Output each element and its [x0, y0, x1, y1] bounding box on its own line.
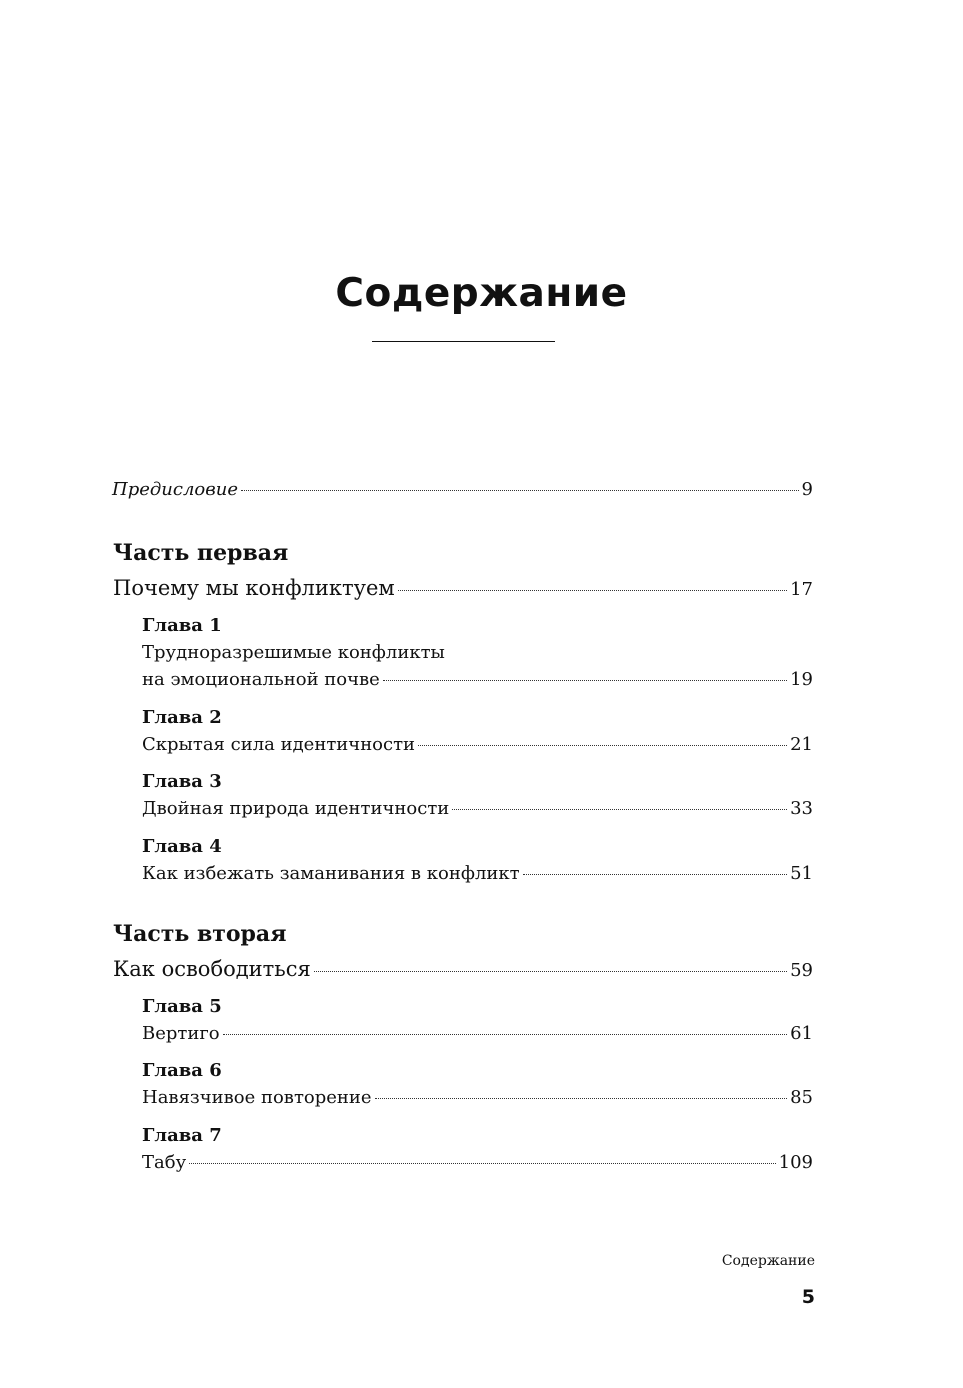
part-heading: Часть первая — [113, 540, 289, 566]
toc-entry-label: Навязчивое повторение — [142, 1087, 372, 1108]
toc-page-number: 109 — [778, 1152, 813, 1173]
chapter-label: Глава 2 — [142, 707, 222, 728]
toc-entry-chapter-3[interactable] — [142, 797, 813, 821]
toc-page-number: 33 — [790, 798, 813, 819]
toc-entry-label: Предисловие — [112, 479, 238, 500]
toc-entry-label: Почему мы конфликтуем — [113, 576, 395, 600]
dot-leader — [383, 680, 787, 681]
chapter-label: Глава 1 — [142, 615, 222, 636]
dot-leader — [523, 874, 788, 875]
dot-leader — [452, 809, 787, 810]
part-heading: Часть вторая — [113, 921, 287, 947]
toc-entry-label: Скрытая сила идентичности — [142, 734, 416, 755]
toc-page-number: 21 — [790, 734, 813, 755]
toc-entry-chapter-6[interactable] — [142, 1086, 813, 1110]
dot-leader — [241, 490, 799, 491]
toc-entry-label: Как освободиться — [113, 957, 311, 981]
toc-page-number: 17 — [790, 579, 813, 600]
chapter-label: Глава 6 — [142, 1060, 222, 1081]
dot-leader — [418, 745, 787, 746]
toc-page-number: 19 — [790, 669, 813, 690]
toc-entry-chapter-1[interactable] — [142, 668, 813, 692]
toc-page-number: 9 — [801, 479, 813, 500]
chapter-label: Глава 7 — [142, 1125, 222, 1146]
title-underline — [372, 341, 555, 342]
toc-entry-chapter-5[interactable] — [142, 1022, 813, 1046]
page-number: 5 — [801, 1286, 815, 1308]
chapter-label: Глава 5 — [142, 996, 222, 1017]
toc-page-number: 59 — [790, 960, 813, 981]
toc-page-number: 51 — [790, 863, 813, 884]
dot-leader — [223, 1034, 787, 1035]
toc-entry-label: на эмоциональной почве — [142, 669, 380, 690]
dot-leader — [189, 1163, 775, 1164]
toc-entry-part1[interactable] — [113, 574, 813, 604]
dot-leader — [375, 1098, 788, 1099]
chapter-label: Глава 4 — [142, 836, 222, 857]
running-head: Содержание — [721, 1253, 815, 1269]
toc-entry-chapter-2[interactable] — [142, 733, 813, 757]
toc-entry-label: Табу — [142, 1152, 187, 1173]
toc-page-number: 85 — [790, 1087, 813, 1108]
toc-entry-label: Вертиго — [142, 1023, 220, 1044]
toc-entry-chapter-4[interactable] — [142, 862, 813, 886]
toc-entry-chapter-7[interactable] — [142, 1151, 813, 1175]
chapter-label: Глава 3 — [142, 771, 222, 792]
dot-leader — [314, 971, 787, 972]
toc-entry-label: Двойная природа идентичности — [142, 798, 450, 819]
toc-entry-label: Как избежать заманивания в конфликт — [142, 863, 520, 884]
chapter-title-line[interactable]: Трудноразрешимые конфликты — [142, 642, 445, 663]
toc-entry-part2[interactable] — [113, 955, 813, 985]
toc-entry-preface[interactable] — [112, 477, 813, 503]
toc-page-number: 61 — [790, 1023, 813, 1044]
page-title: Содержание — [335, 271, 628, 316]
dot-leader — [398, 590, 787, 591]
